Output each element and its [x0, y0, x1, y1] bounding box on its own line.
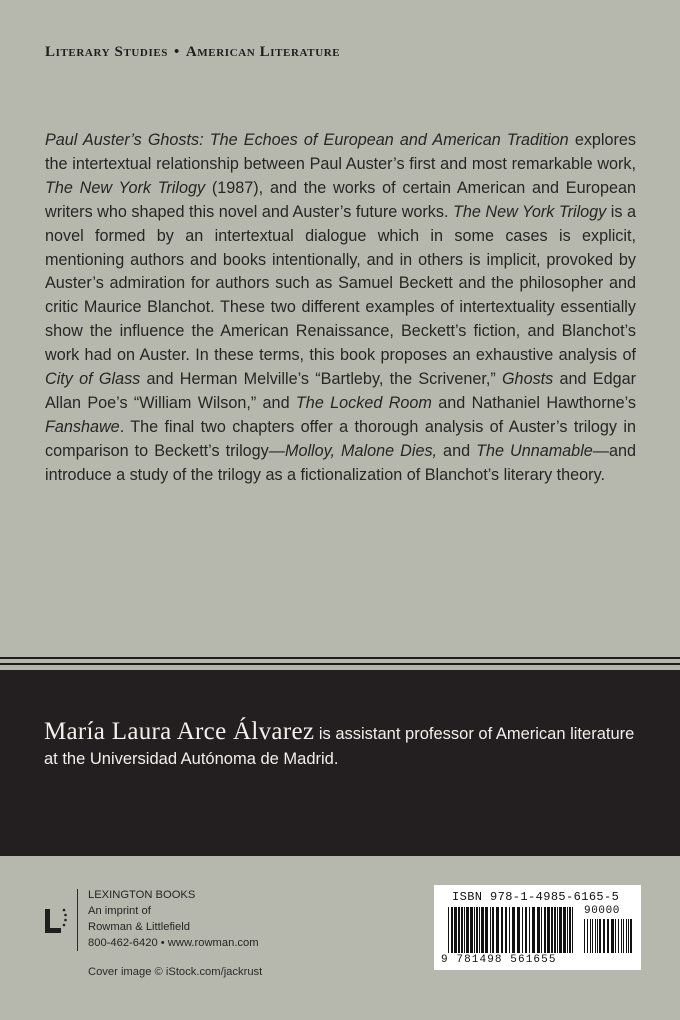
price-barcode-bar [597, 919, 598, 953]
price-barcode-bar [590, 919, 591, 953]
italic-title-text: Molloy, Malone Dies, [284, 441, 438, 460]
description-text: explores the intertextual relationship between Paul Auster’s first and most remarkable work, [45, 131, 637, 173]
price-barcode-bar [592, 919, 593, 953]
description-text: and [437, 441, 477, 460]
publisher-contact: 800-462-6420 • www.rowman.com [88, 937, 259, 949]
description-text: (1987), and the works of certain American and European writers who shaped this novel and Auster’s future works. [45, 178, 636, 221]
book-description [45, 129, 636, 488]
price-barcode-bar [621, 919, 622, 953]
price-barcode-bar [587, 919, 588, 953]
description-text: and Edgar Allan Poe’s “William Wilson,” and [45, 370, 636, 412]
price-code: 90000 [584, 905, 621, 917]
price-barcode-bar [615, 919, 616, 953]
italic-title-text: Fanshawe [45, 417, 120, 436]
italic-title-text: The Locked Room [295, 393, 432, 412]
category-primary: Literary Studies [45, 44, 169, 60]
italic-title-text: Ghosts [501, 370, 554, 389]
cover-credit: Cover image © iStock.com/jackrust [88, 966, 263, 978]
lexington-books-logo-icon [44, 907, 68, 937]
italic-title-text: The New York Trilogy [453, 202, 607, 221]
description-text: —and introduce a study of the trilogy as a fictionalization of Blanchot’s literary theory. [45, 441, 636, 484]
author-bio-text: is assistant professor of American literature at the Universidad Autónoma de Madrid. [44, 725, 635, 768]
publisher-info [88, 887, 259, 951]
italic-title-text: City of Glass [45, 370, 141, 389]
category-separator: • [174, 44, 180, 60]
italic-title-text: Paul Auster’s Ghosts: The Echoes of European and American Tradition [45, 131, 569, 149]
italic-title-text: The New York Trilogy [45, 178, 206, 197]
italic-title-text: The Unnamable [476, 441, 593, 460]
isbn-label: ISBN 978-1-4985-6165-5 [452, 890, 620, 904]
publisher-imprint-line: An imprint of [88, 905, 151, 917]
category-secondary: American Literature [185, 44, 341, 60]
publisher-block [44, 887, 304, 959]
price-barcode-bar [628, 919, 629, 953]
description-text: and Nathaniel Hawthorne’s [431, 393, 636, 412]
price-barcode-bar [607, 919, 609, 953]
price-barcode-bar [595, 919, 596, 953]
divider-rule-top [0, 657, 680, 659]
barcode-panel [434, 885, 641, 970]
author-name: María Laura Arce Álvarez [44, 718, 315, 745]
price-barcode-bar [611, 919, 614, 953]
price-barcode-bar [603, 919, 605, 953]
publisher-parent: Rowman & Littlefield [88, 921, 190, 933]
description-text: and Herman Melville’s “Bartleby, the Scrivener,” [140, 370, 502, 389]
publisher-name: LEXINGTON BOOKS [88, 889, 196, 901]
category-label [45, 44, 340, 61]
price-barcode-bar [630, 919, 632, 953]
price-barcode-bar [584, 919, 585, 953]
divider-rule-bottom [0, 663, 680, 665]
description-text: is a novel formed by an intertextual dialogue which in some cases is explicit, mentioning authors and books intentionally, and in others is implicit, provoked by Auster’s admiration for authors such as Samuel Beckett and the philosopher and critic Maurice Blanchot. These two different examples of intertextuality essentially show the influence the American Renaissance, Beckett’s fiction, and Blanchot’s work had on Auster. In these terms, this book proposes an exhaustive analysis of [45, 202, 636, 365]
price-barcode-bar [599, 919, 601, 953]
price-barcode-bar [623, 919, 624, 953]
author-bio [44, 719, 640, 772]
price-barcode-bar [618, 919, 619, 953]
description-text: . The final two chapters offer a thorough analysis of Auster’s trilogy in comparison to Beckett’s trilogy— [45, 417, 636, 460]
publisher-divider [77, 889, 78, 951]
price-barcode-bar [626, 919, 627, 953]
ean-digits: 9 781498 561655 [441, 954, 557, 966]
